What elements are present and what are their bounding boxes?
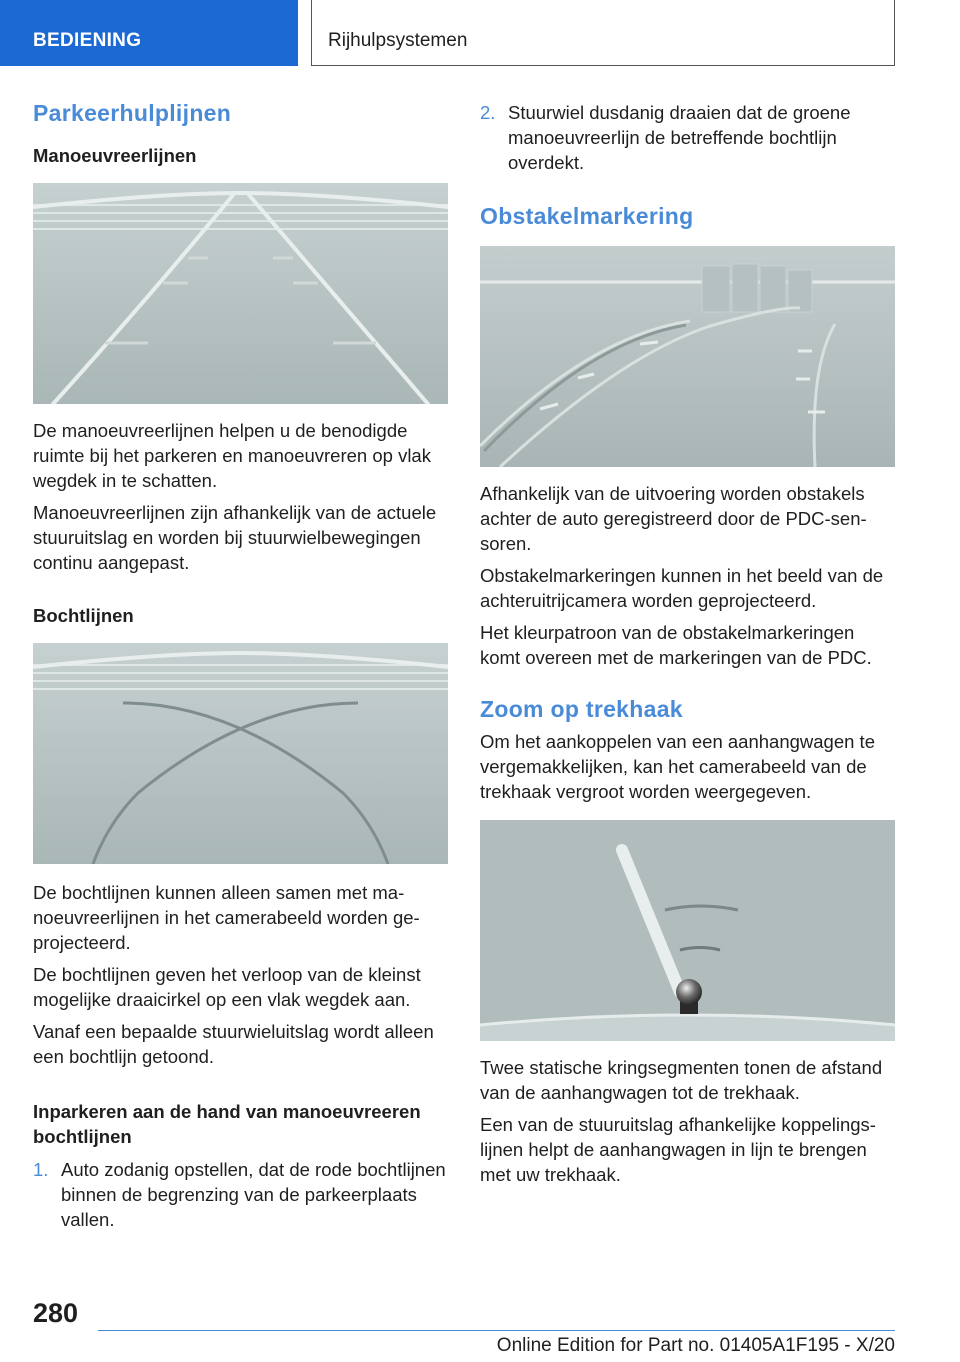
right-column [480,100,896,1187]
section-tab: BEDIENING [0,0,298,66]
manoeuvreerlijnen-figure [33,183,448,404]
subheading-manoeuvreerlijnen: Manoeuvreerlijnen [33,145,197,166]
obstakelmarkering-figure [480,246,895,467]
footer-edition: Online Edition for Part no. 01405A1F195 - X/20 [496,1335,895,1356]
paragraph: Afhankelijk van de uitvoering worden obstakels achter de auto geregistreerd door de PDC-sensoren. [480,483,867,554]
steps-list [33,1157,449,1232]
heading-parkeerhulplijnen: Parkeerhulplijnen [33,100,232,126]
list-item [480,100,896,175]
step-text: Auto zodanig opstellen, dat de rode bochtlijnen binnen de begrenzing van de parkeerplaats vallen. [61,1159,446,1230]
subheading-inparkeren: Inparkeren aan de hand van manoeuvreeren bochtlijnen [33,1101,421,1147]
bochtlijnen-figure [33,643,448,864]
paragraph: De manoeuvreerlijnen helpen u de benodigde ruimte bij het parkeren en manoeuvreren op vlak wegdek in te schatten. [33,420,431,491]
trekhaak-figure [480,820,895,1041]
paragraph: Obstakelmarkeringen kunnen in het beeld van de achteruitrijcamera worden geprojecteerd. [480,565,884,611]
heading-zoom-op-trekhaak: Zoom op trekhaak [480,696,683,722]
step-number: 1. [33,1159,49,1180]
list-item [33,1157,449,1232]
paragraph: Vanaf een bepaalde stuurwieluitslag wordt alleen een bochtlijn getoond. [33,1021,434,1067]
paragraph: Om het aankoppelen van een aanhangwagen te vergemakkelijken, kan het camerabeeld van de trekhaak vergroot worden weergegeven. [480,731,875,802]
paragraph: Een van de stuuruitslag afhankelijke koppelingslijnen helpt de aanhangwagen in lijn te brengen met uw trekhaak. [480,1114,876,1185]
subheading-bochtlijnen: Bochtlijnen [33,605,134,626]
paragraph: De bochtlijnen geven het verloop van de kleinst mogelijke draaicirkel op een vlak wegdek aan. [33,964,421,1010]
steps-list-continued [480,100,896,175]
heading-obstakelmarkering: Obstakelmarkering [480,203,694,229]
paragraph: Manoeuvreerlijnen zijn afhankelijk van de actuele stuuruitslag en worden bij stuurwielbewegingen continu aangepast. [33,502,437,573]
step-text: Stuurwiel dusdanig draaien dat de groene manoeuvreerlijn de betreffende bochtlijn overdekt. [508,102,851,173]
paragraph: Twee statische kringsegmenten tonen de afstand van de aanhangwagen tot de trekhaak. [480,1057,883,1103]
chapter-title: Rijhulpsystemen [311,0,895,66]
footer-divider [98,1330,895,1331]
step-number: 2. [480,102,496,123]
page-number: 280 [33,1298,79,1328]
paragraph: Het kleurpatroon van de obstakelmarkeringen komt overeen met de markeringen van de PDC. [480,622,872,668]
paragraph: De bochtlijnen kunnen alleen samen met manoeuvreerlijnen in het camerabeeld worden geprojecteerd. [33,882,420,953]
left-column [33,100,449,1232]
